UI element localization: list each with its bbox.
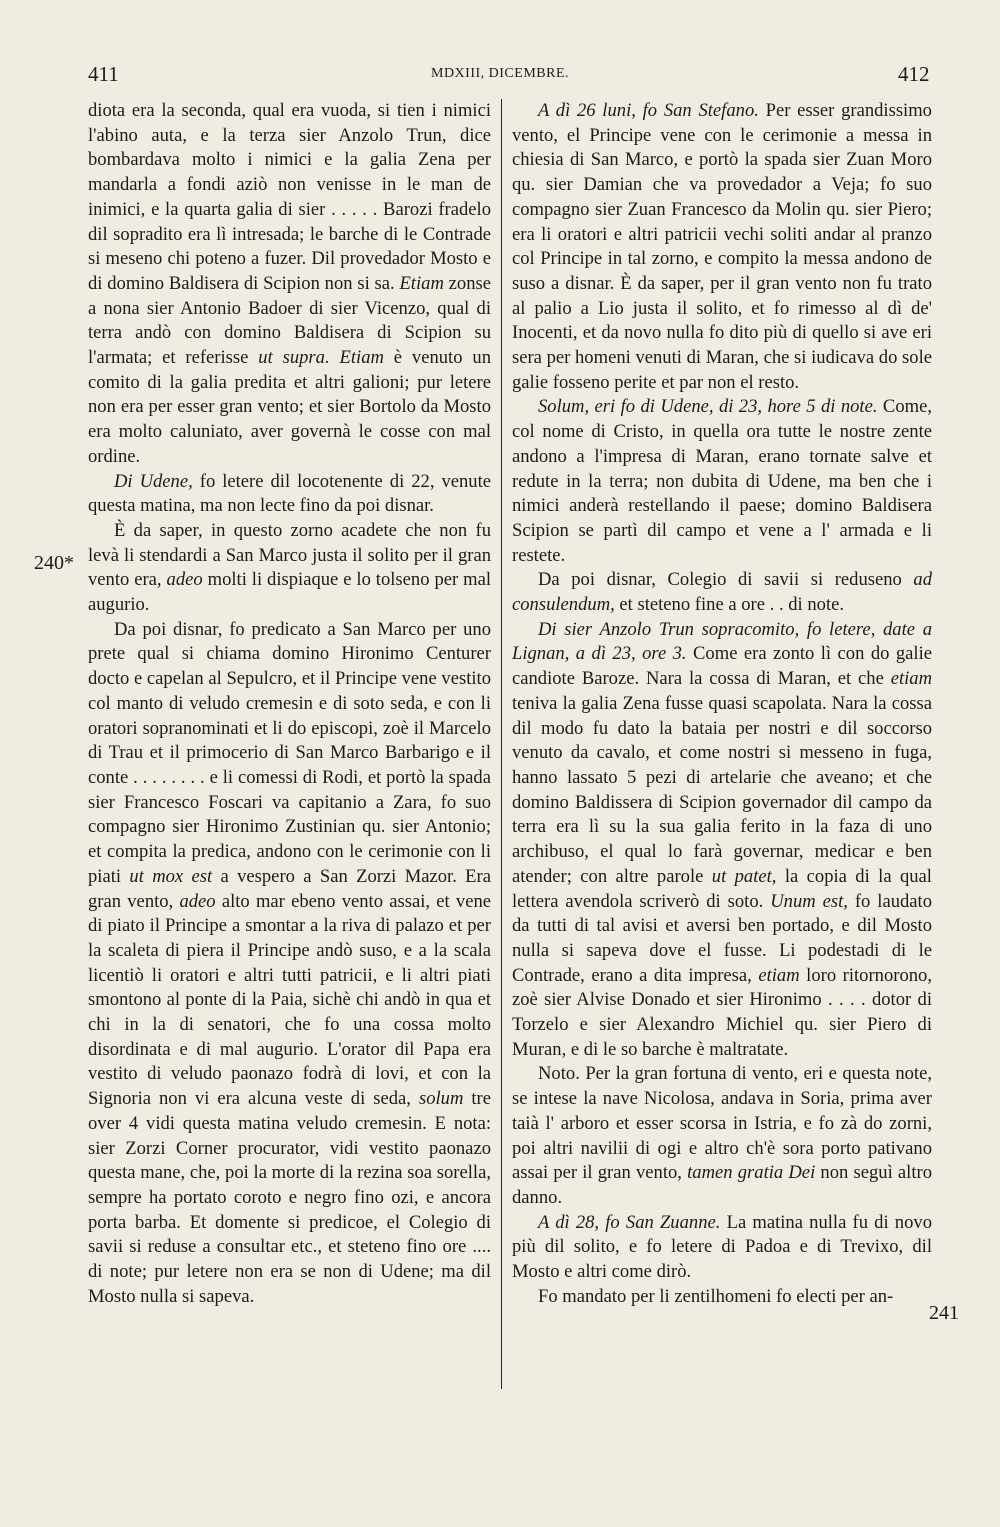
- text-run: È da saper, in questo zorno acadete che non fu levà li stendardi a San Marco justa il solito per il gran vento era,: [88, 519, 491, 591]
- right-column: [512, 99, 932, 1309]
- text-run: a vespero a San Zorzi Mazor. Era gran vento,: [88, 865, 491, 912]
- text-run: teniva la galia Zena fusse quasi scapolata. Nara la cossa dil modo fu dato la bataia per nostri e dil soccorso venuto da cavalo, et come nostri si messeno in fuga, hanno lassato 5 pezi di artelarie che aveano; et che domino Baldissera di Scipion governador dil campo da terra era lì su la sua galia ferito in la faza di uno archibuso, el qual lo farà governar, medicar e ben atender; con altre parole: [512, 692, 932, 887]
- text-run: Noto. Per la gran fortuna di vento, eri e questa note, se intese la nave Nicolosa, andava in Soria, prima aver taià l' arboro et esser scorsa in Istria, e fo zà do zorni, poi altri navilii di ogi e altro ch'è sora porto pativano assai per il gran vento,: [512, 1063, 932, 1184]
- page-number-left: 411: [88, 62, 119, 86]
- paragraph: [88, 99, 491, 470]
- italic-run: Di Udene,: [114, 470, 193, 492]
- text-run: diota era la seconda, qual era vuoda, si tien i nimici l'abino auta, e la terza sier Anzolo Trun, dice bombardava molto i nimici e la galia Zena per mandarla a fondi aziò non venisse in le man de inimici, e la quarta galia di sier . . . . . Barozi fradelo dil sopradito era lì intresada; le barche di le Contrade si meseno chi poteno a fuzer. Dil provedador Mosto e di domino Baldisera di Scipion non si sa.: [88, 100, 491, 294]
- text-run: molti li dispiaque e lo tolseno per mal augurio.: [88, 569, 491, 616]
- text-run: non seguì altro danno.: [512, 1162, 932, 1208]
- paragraph: [88, 618, 491, 1310]
- text-run: tre over 4 vidi questa matina veludo cremesin. E nota: sier Zorzi Corner procurator, vidi vestito paonazo questa mane, che, poi la morte di la rezina soa sorella, sempre ha portato coroto e negro fino ozi, e ancora porta barba. Et domente si predicoe, el Colegio di savii si reduse a consultar etc., et steteno fino ore .... di note; pur letere non era se non di Udene; ma dil Mosto nulla si sapeva.: [88, 1088, 492, 1307]
- paragraph: [512, 618, 932, 1063]
- text-run: Come era zonto lì con do galie candiote Baroze. Nara la cossa di Maran, et che: [512, 643, 932, 690]
- paragraph: [512, 99, 932, 395]
- italic-run: Unum est,: [770, 890, 848, 912]
- text-run: Per esser grandissimo vento, el Principe vene con le cerimonie a messa in chiesia di San Marco, e portò la spada sier Zuan Moro qu. sier Damian che va provedador a Veja; fo suo compagno sier Zuan Francesco da Molin qu. sier Piero; era li oratori e altri patricii vechi soliti andar al pranzo col Principe in tal zorno, e compito la messa andono de suso a disnar. È da saper, per il gran vento non fu trato al palio a Lio justa il solito, et fo rimesso al dì de' Inocenti, et da novo nulla fo dito più di quello si ave eri sera per homeni venuti di Maran, che si iudicava do sole galie fosseno perite et par non el resto.: [512, 100, 932, 393]
- italic-run: ut supra.: [258, 347, 330, 369]
- italic-run: Etiam: [399, 272, 444, 294]
- text-run: è venuto un comito di la galia predita et altri galioni; pur letere non era per esser gran vento; et sier Bortolo da Mosto era molto caluniato, aver governà le cosse con mal ordine.: [88, 347, 491, 467]
- italic-run: Di sier Anzolo Trun sopracomito, fo letere, date a Lignan, a dì 23, ore 3.: [512, 618, 932, 665]
- text-run: zonse a nona sier Antonio Badoer di sier Vicenzo, qual di terra andò con domino Baldisera di Scipion su l'armata; et referisse: [88, 272, 491, 369]
- italic-run: Etiam: [339, 347, 384, 369]
- text-run: Fo mandato per li zentilhomeni fo electi per an-: [538, 1285, 894, 1307]
- italic-run: Solum, eri fo di Udene, di 23, hore 5 di note.: [538, 396, 878, 418]
- italic-run: A dì 28, fo San Zuanne.: [538, 1211, 721, 1233]
- text-run: la copia di la qual lettera avendola scriverò di soto.: [512, 865, 932, 912]
- paragraph: [88, 470, 491, 519]
- text-run: fo laudato da tutti di tal avisi et aversi ben portado, e dil Mosto nulla si sapeva dove el fusse. Li podestadi di le Contrade, erano a dita impresa,: [512, 890, 933, 986]
- left-column: [88, 99, 491, 1309]
- paragraph: [512, 1285, 932, 1310]
- paragraph: [88, 519, 491, 618]
- text-run: loro ritornorono, zoè sier Alvise Donado et sier Hironimo . . . . dotor di Torzelo e sier Alexandro Michiel qu. sier Piero di Muran, e di le so barche è maltratate.: [512, 964, 932, 1060]
- paragraph: [512, 568, 932, 617]
- text-run: Da poi disnar, Colegio di savii si reduseno: [538, 569, 914, 591]
- text-run: et steteno fine a ore . . di note.: [614, 594, 845, 616]
- text-run: La matina nulla fu di novo più dil solito, e fo letere di Padoa e di Trevixo, dil Mosto e altri come dirò.: [512, 1211, 932, 1283]
- margin-column-number-left: 240*: [34, 552, 74, 574]
- italic-run: A dì 26 luni, fo San Stefano.: [538, 100, 759, 121]
- paragraph: [512, 1062, 932, 1210]
- text-run: Come, col nome di Cristo, in quella ora tutte le nostre zente andono a l'impresa di Maran, erano tornate salve et redute in la terra; non dubita di Udene, ma ben che i nimici anderà restellando il paese; domino Baldisera Scipion se partì dil campo et vene a l' armada e li restete.: [512, 396, 932, 566]
- italic-run: ad consulendum,: [512, 569, 932, 616]
- running-title: MDXIII, DICEMBRE.: [431, 66, 569, 81]
- italic-run: adeo: [166, 569, 203, 591]
- italic-run: solum: [418, 1088, 464, 1110]
- text-run: fo letere dil locotenente di 22, venute questa matina, ma non lecte fino da poi disnar.: [88, 470, 492, 517]
- running-header: [0, 62, 1000, 92]
- italic-run: etiam: [890, 668, 932, 690]
- paragraph: [512, 1211, 932, 1285]
- page-number-right: 412: [898, 62, 930, 86]
- text-run: alto mar ebeno vento assai, et vene di piato il Principe a smontar a la riva di palazo et per la scaleta di piera il Principe andò suso, e a la scala licentiò li oratori e altri tutti patricii, e li altri piati smontono al ponte di la Paia, sichè chi andò in qua et chi in la di senatori, che fo una cossa molto disordinata e di mal augurio. L'orator dil Papa era vestito di veludo paonazo fodrà di lovi, et con la Signoria non vi era alcuna veste di seda,: [88, 890, 491, 1110]
- text-run: [330, 347, 340, 368]
- margin-column-number-right: 241: [929, 1302, 959, 1324]
- text-run: Da poi disnar, fo predicato a San Marco per uno prete qual si chiama domino Hironimo Centurer docto e capelan al Sepulcro, et il Principe vene vestito col manto di veludo cremesin e di soto seda, e con li oratori sopranominati et li do episcopi, zoè il Marcelo di Trau et il primocerio di San Marco Barbarigo e il conte . . . . . . . . e li comessi di Rodi, et portò la spada sier Francesco Foscari va capitanio a Zara, fo suo compagno sier Hironimo Zustinian qu. sier Antonio; et compita la predica, andono con le cerimonie con li piati: [88, 618, 491, 887]
- italic-run: ut patet,: [711, 865, 777, 887]
- italic-run: etiam: [758, 964, 800, 986]
- paragraph: [512, 395, 932, 568]
- column-divider: [501, 99, 502, 1389]
- italic-run: adeo: [179, 890, 216, 912]
- italic-run: ut mox est: [129, 865, 213, 887]
- italic-run: tamen gratia Dei: [687, 1162, 816, 1184]
